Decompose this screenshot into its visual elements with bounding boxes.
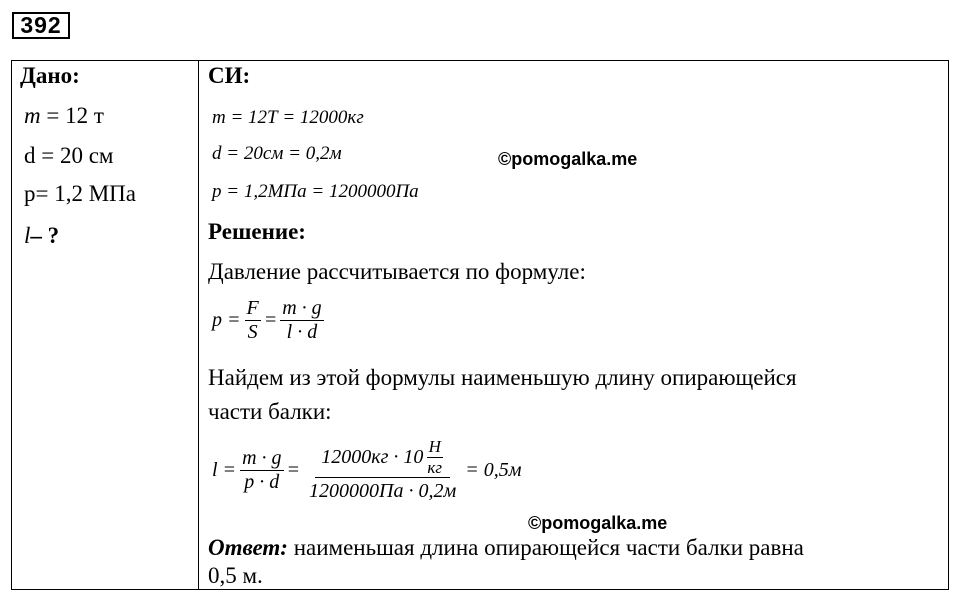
problem-number: 392 xyxy=(12,12,70,39)
given-mass xyxy=(24,103,104,129)
column-divider xyxy=(198,61,199,589)
pressure-formula xyxy=(212,297,324,344)
length-formula-fraction-2 xyxy=(303,437,462,503)
length-formula-fraction-1 xyxy=(240,447,283,494)
given-length-unknown xyxy=(24,223,59,249)
frac1-numerator: F xyxy=(246,297,259,319)
answer-label: Ответ: xyxy=(208,535,288,560)
solution-text-find-length: Найдем из этой формулы наименьшую длину опирающейся xyxy=(208,365,797,390)
given-header: Дано: xyxy=(20,63,80,88)
answer-line-1 xyxy=(208,535,804,561)
pressure-formula-equals: = xyxy=(263,309,278,331)
length-frac1-denominator: p · d xyxy=(244,470,280,493)
given-mass-var: m xyxy=(24,103,41,128)
given-diameter-value: = 20 см xyxy=(35,143,114,168)
given-mass-value: = 12 т xyxy=(40,103,104,128)
si-diameter: d = 20см = 0,2м xyxy=(212,143,342,164)
pressure-formula-lhs: p = xyxy=(212,309,241,331)
given-diameter xyxy=(24,143,113,169)
watermark-bottom: ©pomogalka.me xyxy=(528,513,668,533)
given-pressure xyxy=(24,181,136,207)
given-pressure-value: = 1,2 МПа xyxy=(35,181,136,206)
given-length-question: – ? xyxy=(30,223,60,248)
length-formula xyxy=(212,437,525,503)
kg-unit: кг xyxy=(427,457,442,477)
answer-text-1: наименьшая длина опирающейся части балки равна xyxy=(287,535,804,560)
pressure-formula-fraction-1 xyxy=(245,297,261,344)
pressure-formula-fraction-2 xyxy=(280,297,323,344)
si-header: СИ: xyxy=(208,63,251,88)
length-frac2-numerator xyxy=(315,437,450,478)
given-diameter-var: d xyxy=(24,143,36,168)
watermark-top: ©pomogalka.me xyxy=(498,149,638,169)
newton-unit: Н xyxy=(428,437,441,456)
length-frac2-denominator: 1200000Па · 0,2м xyxy=(309,480,457,503)
answer-line-2: 0,5 м. xyxy=(208,563,263,588)
length-formula-result: = 0,5м xyxy=(465,458,522,481)
given-length-var: l xyxy=(24,223,31,248)
given-pressure-var: p xyxy=(24,181,36,206)
length-formula-equals: = xyxy=(286,458,301,481)
frac2-numerator: m · g xyxy=(282,297,322,319)
si-pressure: p = 1,2МПа = 1200000Па xyxy=(212,181,419,202)
frac2-denominator: l · d xyxy=(286,321,318,343)
frac1-denominator: S xyxy=(247,321,258,343)
newton-per-kg-fraction xyxy=(425,437,444,477)
si-mass: m = 12Т = 12000кг xyxy=(212,107,364,128)
length-frac2-numerator-value: 12000кг · 10 xyxy=(321,445,424,468)
solution-table xyxy=(11,60,949,590)
length-frac1-numerator: m · g xyxy=(242,446,282,469)
solution-text-beam-part: части балки: xyxy=(208,399,332,424)
solution-header: Решение: xyxy=(208,219,306,244)
solution-text-pressure-formula: Давление рассчитывается по формуле: xyxy=(208,259,586,284)
length-formula-lhs: l = xyxy=(212,458,237,481)
